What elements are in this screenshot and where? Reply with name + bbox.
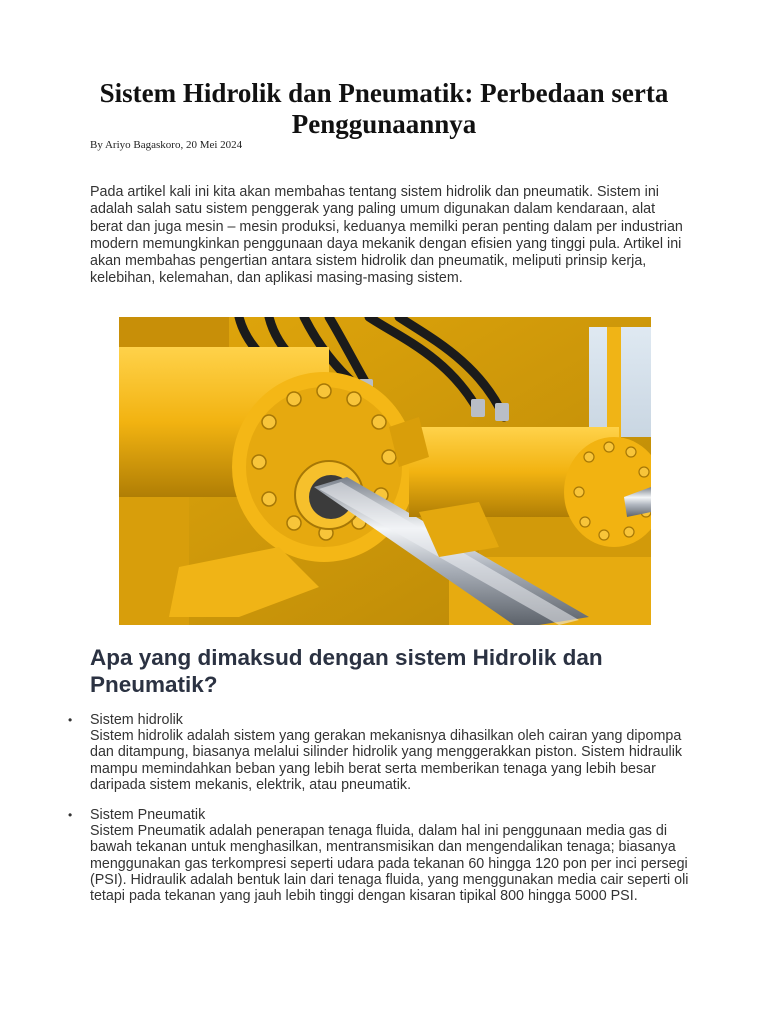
system-definition-list <box>68 712 690 918</box>
article-byline: By Ariyo Bagaskoro, 20 Mei 2024 <box>90 139 243 151</box>
list-item-hydraulic <box>68 712 690 793</box>
list-item-pneumatic <box>68 807 690 905</box>
list-item-body: Sistem Pneumatik adalah penerapan tenaga fluida, dalam hal ini penggunaan media gas di bawah tekanan untuk menghasilkan, mentransmisikan dan mengendalikan tenaga; biasanya menggunakan gas terkompresi seperti udara pada tekanan 60 hingga 120 pon per inci persegi (PSI). Hidraulik adalah bentuk lain dari tenaga fluida, yang menggunakan media cair seperti oli tetapi pada tekanan yang jauh lebih tinggi dengan kisaran tipikal 800 hingga 5000 PSI. <box>90 823 689 905</box>
list-item-body: Sistem hidrolik adalah sistem yang gerakan mekanisnya dihasilkan oleh cairan yang dipompa dan ditampung, biasanya melalui silinder hidrolik yang menggerakkan piston. Sistem hidraulik mampu memindahkan beban yang lebih berat serta memberikan tenaga yang lebih besar daripada sistem mekanis, elektrik, atau pneumatik. <box>90 728 683 793</box>
bullet-icon: • <box>68 713 73 727</box>
article-title: Sistem Hidrolik dan Pneumatik: Perbedaan serta Penggunaannya <box>99 78 669 139</box>
bullet-icon: • <box>68 808 73 823</box>
section-heading: Apa yang dimaksud dengan sistem Hidrolik dan Pneumatik? <box>90 645 603 697</box>
hydraulic-cylinder-photo <box>119 317 651 625</box>
list-item-title: Sistem Pneumatik <box>90 807 206 824</box>
intro-paragraph: Pada artikel kali ini kita akan membahas tentang sistem hidrolik dan pneumatik. Sistem ini adalah salah satu sistem penggerak yang paling umum digunakan dalam kendaraan, alat berat dan juga mesin – mesin produksi, keduanya memilki peran penting dalam per industrian modern memungkinkan penggunaan daya mekanik dengan efisien yang tinggi pula. Artikel ini akan membahas pengertian antara sistem hidrolik dan pneumatik, meliputi prinsip kerja, kelebihan, kelemahan, dan aplikasi masing-masing sistem. <box>90 184 683 287</box>
list-item-title: Sistem hidrolik <box>90 712 183 728</box>
